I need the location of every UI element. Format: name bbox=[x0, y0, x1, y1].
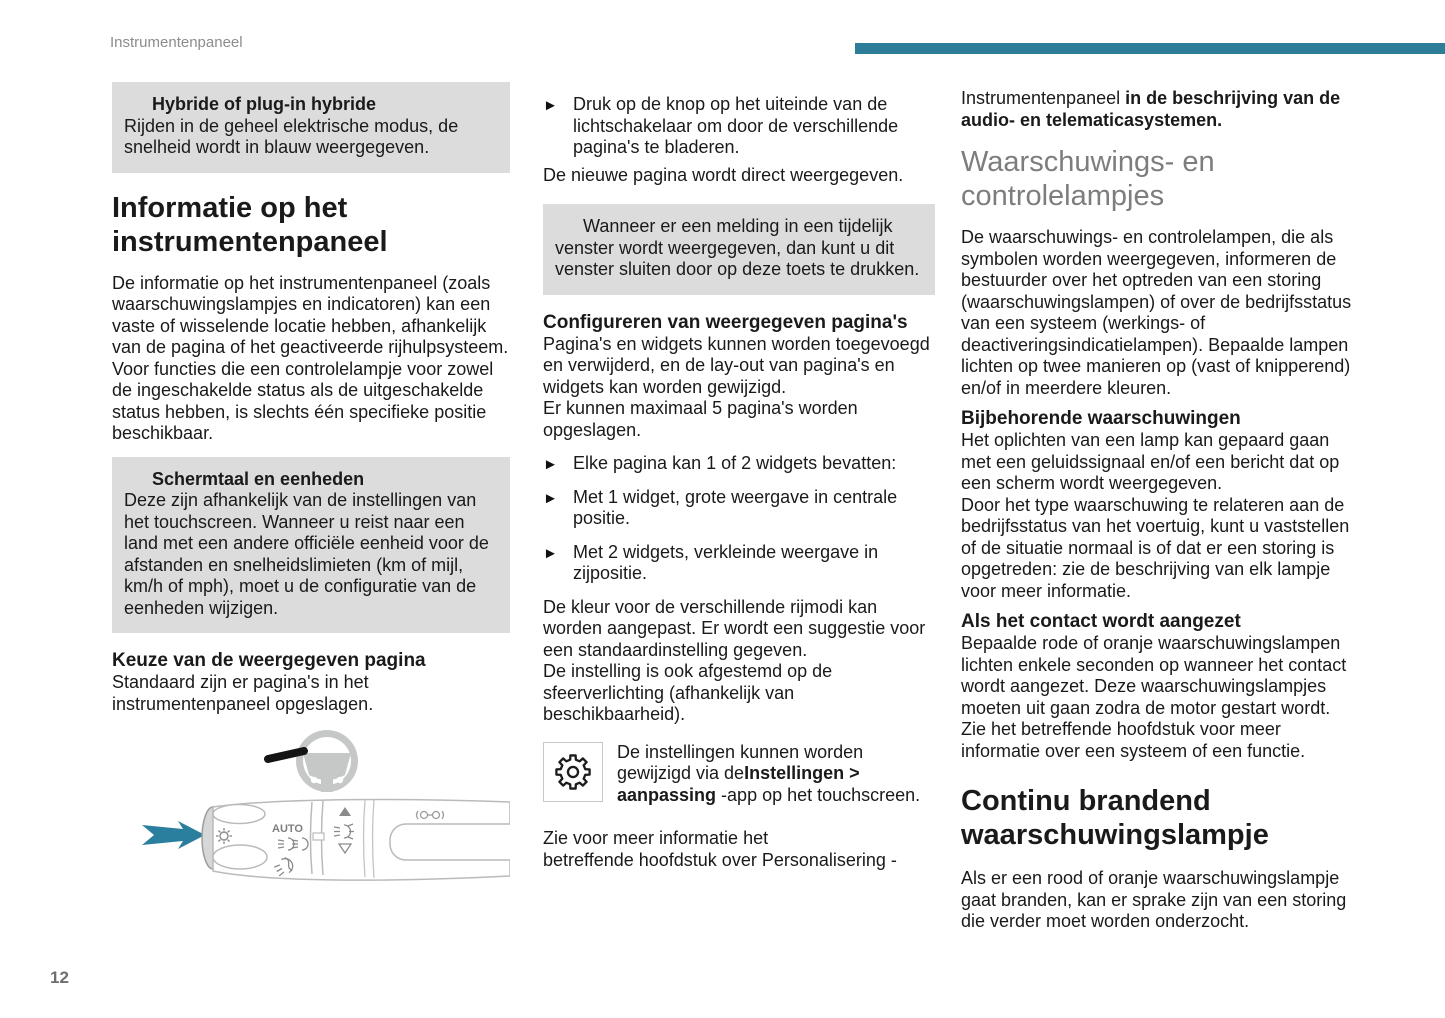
continuation-normal: Instrumentenpaneel bbox=[961, 88, 1126, 108]
infobox-body: Wanneer er een melding in een tijdelijk venster wordt weergegeven, dan kunt u dit venster sluiten door op deze toets te drukken. bbox=[555, 216, 920, 279]
settings-note-suffix: -app op het touchscreen. bbox=[716, 784, 921, 805]
paragraph: De nieuwe pagina wordt direct weergegeven. bbox=[543, 164, 904, 185]
section-accent-bar bbox=[855, 43, 1445, 54]
subheading-related-warnings: Bijbehorende waarschuwingen bbox=[961, 408, 1241, 429]
settings-note-path: Instellingen > aanpassing bbox=[617, 763, 860, 805]
bullet-text: Elke pagina kan 1 of 2 widgets bevatten: bbox=[573, 453, 897, 473]
paragraph: Het oplichten van een lamp kan gepaard gaan met een geluidssignaal en/of een bericht dat op een scherm wordt weergegeven. bbox=[961, 430, 1340, 493]
gear-icon bbox=[543, 742, 603, 802]
running-header: Instrumentenpaneel bbox=[110, 34, 243, 51]
middle-column bbox=[543, 82, 935, 871]
section-heading-continuous-lamp: Continu brandend waarschuwingslampje bbox=[961, 785, 1269, 851]
paragraph: Pagina's en widgets kunnen worden toegevoegd en verwijderd, en de lay-out van pagina's en widgets kan worden gewijzigd. bbox=[543, 333, 930, 397]
stalk-drawing bbox=[112, 795, 510, 917]
infobox-title: Hybride of plug-in hybride bbox=[152, 94, 376, 114]
bullet-arrow-icon: ► bbox=[543, 489, 558, 507]
paragraph: De kleur voor de verschillende rijmodi kan worden aangepast. Er wordt een suggestie voor een standaardinstelling gegeven. bbox=[543, 596, 926, 660]
infobox-body: Rijden in de geheel elektrische modus, de snelheid wordt in blauw weergegeven. bbox=[124, 115, 459, 157]
paragraph: De waarschuwings- en controlelampen, die als symbolen worden weergegeven, informeren de bestuurder over het optreden van een storing (waarschuwingslampen) of over de bedrijfsstatus van een systeem (werkings- of deactiveringsindicatielampen). Bepaalde lampen lichten op twee manieren op (vast of knipperend) en/of in meerdere kleuren. bbox=[961, 227, 1352, 398]
section-heading-info: Informatie op het instrumentenpaneel bbox=[112, 191, 388, 258]
paragraph: Er kunnen maximaal 5 pagina's worden opgeslagen. bbox=[543, 398, 858, 440]
infobox-title: Schermtaal en eenheden bbox=[152, 468, 365, 489]
right-column bbox=[961, 82, 1357, 933]
bullet-item bbox=[543, 94, 935, 159]
paragraph bbox=[543, 828, 935, 871]
paragraph: De informatie op het instrumentenpaneel (zoals waarschuwingslampjes en indicatoren) kan een vaste of wisselende locatie hebben, afhankelijk van de pagina of het geactiveerde rijhulpsysteem. bbox=[112, 272, 509, 357]
paragraph: Door het type waarschuwing te relateren aan de bedrijfsstatus van het voertuig, kunt u vaststellen of de situatie normaal is of dat er een storing is opgetreden: zie de beschrijving van elk lampje voor meer informatie. bbox=[961, 494, 1350, 601]
settings-note bbox=[543, 742, 935, 807]
bullet-text: Druk op de knop op het uiteinde van de lichtschakelaar om door de verschillende pagina's te bladeren. bbox=[573, 94, 899, 157]
infobox-hybrid bbox=[112, 82, 510, 173]
bullet-arrow-icon: ► bbox=[543, 456, 558, 473]
steering-wheel-icon bbox=[252, 725, 510, 795]
page-number: 12 bbox=[50, 968, 69, 987]
bullet-arrow-icon: ► bbox=[543, 544, 558, 562]
more-info-line: Zie voor meer informatie het bbox=[543, 828, 769, 848]
bullet-arrow-icon: ► bbox=[543, 97, 558, 114]
infobox-body: Deze zijn afhankelijk van de instellingen van het touchscreen. Wanneer u reist naar een land met een andere officiële eenheid voor de afstanden en snelheidslimieten (km of mijl, km/h of mph), moet u de configuratie van de eenheden wijzigen. bbox=[124, 490, 489, 618]
bullet-text: Met 2 widgets, verkleinde weergave in zijpositie. bbox=[573, 541, 879, 583]
subheading-page-choice: Keuze van de weergegeven pagina bbox=[112, 650, 426, 671]
paragraph: De instelling is ook afgestemd op de sfeerverlichting (afhankelijk van beschikbaarheid). bbox=[543, 661, 833, 724]
paragraph: Als er een rood of oranje waarschuwingslampje gaat branden, kan er sprake zijn van een storing die verder moet worden onderzocht. bbox=[961, 868, 1347, 931]
auto-label: AUTO bbox=[272, 823, 303, 835]
paragraph bbox=[617, 742, 935, 807]
paragraph: Bepaalde rode of oranje waarschuwingslampen lichten enkele seconden op wanneer het contact wordt aangezet. Deze waarschuwingslampjes moeten uit gaan zodra de motor gestart wordt. Zie het betreffende hoofdstuk voor meer informatie over een systeem of een functie. bbox=[961, 633, 1347, 761]
paragraph: Voor functies die een controlelampje voor zowel de ingeschakelde status als de uitgeschakelde status hebben, is slechts één specifieke positie beschikbaar. bbox=[112, 358, 494, 443]
continuation-bold: in de beschrijving van de audio- en telematicasystemen. bbox=[961, 88, 1341, 130]
subheading-ignition-on: Als het contact wordt aangezet bbox=[961, 611, 1241, 632]
paragraph: Standaard zijn er pagina's in het instrumentenpaneel opgeslagen. bbox=[112, 672, 374, 714]
bullet-item bbox=[543, 487, 935, 530]
left-column bbox=[112, 82, 510, 917]
infobox-message bbox=[543, 204, 935, 295]
bullet-text: Met 1 widget, grote weergave in centrale positie. bbox=[573, 486, 898, 528]
subheading-configure: Configureren van weergegeven pagina's bbox=[543, 311, 908, 333]
pointer-arrow-icon bbox=[142, 821, 205, 849]
more-info-line: betreffende hoofdstuk over Personalisering - bbox=[543, 849, 897, 870]
infobox-language bbox=[112, 457, 510, 634]
bullet-item bbox=[543, 453, 935, 475]
light-stalk-illustration bbox=[112, 725, 510, 917]
bullet-item bbox=[543, 542, 935, 585]
section-heading-warning-lamps: Waarschuwings- en controlelampjes bbox=[961, 146, 1215, 212]
paragraph bbox=[961, 88, 1357, 131]
settings-note-prefix: De instellingen kunnen worden gewijzigd via de bbox=[617, 741, 864, 783]
